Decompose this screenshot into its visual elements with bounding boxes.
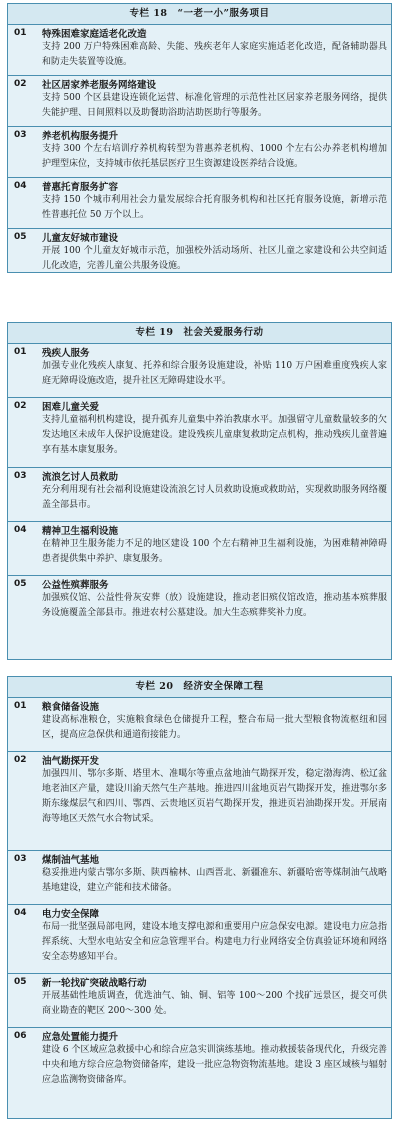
item-title: 电力安全保障 bbox=[42, 908, 100, 920]
item-description: 支持 300 个左右培训疗养机构转型为普惠养老机构、1000 个左右公办养老机构增加护理型床位，支持城市依托基层医疗卫生资源建设医养结合设施。 bbox=[42, 144, 387, 169]
list-item bbox=[8, 25, 391, 76]
item-title: 油气勘探开发 bbox=[42, 755, 100, 767]
item-title: 儿童友好城市建设 bbox=[42, 232, 119, 244]
list-item bbox=[8, 974, 391, 1028]
item-number: 03 bbox=[14, 470, 27, 481]
list-item bbox=[8, 905, 391, 974]
item-title: 困难儿童关爱 bbox=[42, 401, 100, 413]
column-box-19 bbox=[7, 322, 392, 660]
item-description: 支持儿童福利机构建设，提升孤弃儿童集中养治教康水平。加强留守儿童数量较多的欠发达地区未成年人保护设施建设。建设残疾儿童康复救助定点机构，推动残疾儿童普遍享有基本康复服务。 bbox=[42, 415, 387, 455]
item-description: 建设高标准粮仓，实施粮食绿色仓储提升工程，整合布局一批大型粮食物流枢纽和园区，提高应急保供和通道衔接能力。 bbox=[42, 715, 387, 740]
item-title: 应急处置能力提升 bbox=[42, 1031, 119, 1043]
item-title: 特殊困难家庭适老化改造 bbox=[42, 28, 147, 40]
item-number: 03 bbox=[14, 853, 27, 864]
item-number: 04 bbox=[14, 524, 27, 535]
item-number: 03 bbox=[14, 129, 27, 140]
item-number: 02 bbox=[14, 754, 27, 765]
item-number: 04 bbox=[14, 180, 27, 191]
box-title: 专栏 20 经济安全保障工程 bbox=[8, 677, 391, 698]
item-number: 05 bbox=[14, 578, 27, 589]
list-item bbox=[8, 698, 391, 752]
item-description: 加强四川、鄂尔多斯、塔里木、准噶尔等重点盆地油气勘探开发，稳定渤海湾、松辽盆地老油区产量，建设川渝天然气生产基地。推进四川盆地页岩气勘探开发，推进鄂尔多斯东缘煤层气和四川、鄂西、云贵地区页岩气勘探开发，推进页岩油勘探开发。开展南海等地区天然气水合物试采。 bbox=[42, 769, 387, 824]
item-description: 加强殡仪馆、公益性骨灰安葬（放）设施建设，推动老旧殡仪馆改造，推动基本殡葬服务设施覆盖全部县市。推进农村公墓建设。加大生态殡葬奖补力度。 bbox=[42, 593, 387, 618]
item-title: 社区居家养老服务网络建设 bbox=[42, 79, 157, 91]
item-number: 02 bbox=[14, 400, 27, 411]
item-title: 公益性殡葬服务 bbox=[42, 579, 109, 591]
item-number: 01 bbox=[14, 346, 27, 357]
list-item bbox=[8, 468, 391, 522]
item-number: 01 bbox=[14, 700, 27, 711]
item-number: 04 bbox=[14, 907, 27, 918]
item-description: 在精神卫生服务能力不足的地区建设 100 个左右精神卫生福利设施，为困难精神障碍患者提供集中养护、康复服务。 bbox=[42, 539, 387, 564]
item-description: 充分利用现有社会福利设施建设流浪乞讨人员救助设施或救助站，实现救助服务网络覆盖全部县市。 bbox=[42, 485, 387, 510]
item-title: 流浪乞讨人员救助 bbox=[42, 471, 119, 483]
item-description: 建设 6 个区域应急救援中心和综合应急实训演练基地。推动救援装备现代化，升级完善中央和地方综合应急物资储备库，建设一批应急物资物流基地。建设 3 座区域核与辐射应急监测物资储备库。 bbox=[42, 1045, 387, 1085]
list-item bbox=[8, 178, 391, 229]
item-description: 稳妥推进内蒙古鄂尔多斯、陕西榆林、山西晋北、新疆准东、新疆哈密等煤制油气战略基地建设，建立产能和技术储备。 bbox=[42, 868, 387, 893]
item-number: 02 bbox=[14, 78, 27, 89]
item-description: 布局一批坚强局部电网，建设本地支撑电源和重要用户应急保安电源。建设电力应急指挥系统、大型水电站安全和应急管理平台。构建电力行业网络安全仿真验证环境和网络安全态势感知平台。 bbox=[42, 922, 387, 962]
item-title: 养老机构服务提升 bbox=[42, 130, 119, 142]
item-title: 普惠托育服务扩容 bbox=[42, 181, 119, 193]
item-number: 01 bbox=[14, 27, 27, 38]
item-title: 精神卫生福利设施 bbox=[42, 525, 119, 537]
column-box-20 bbox=[7, 676, 392, 1119]
list-item bbox=[8, 398, 391, 468]
item-description: 开展基础性地质调查，优选油气、铀、铜、铝等 100～200 个找矿远景区，提交可供商业勘查的靶区 200～300 处。 bbox=[42, 991, 387, 1016]
item-description: 支持 200 万户特殊困难高龄、失能、残疾老年人家庭实施适老化改造，配备辅助器具和防走失装置等设施。 bbox=[42, 42, 387, 67]
item-description: 支持 500 个区县建设连锁化运营、标准化管理的示范性社区居家养老服务网络，提供失能护理、日间照料以及助餐助浴助洁助医助行等服务。 bbox=[42, 93, 387, 118]
list-item bbox=[8, 522, 391, 576]
item-title: 残疾人服务 bbox=[42, 347, 90, 359]
box-title: 专栏 18 “一老一小”服务项目 bbox=[8, 4, 391, 25]
item-description: 加强专业化残疾人康复、托养和综合服务设施建设，补贴 110 万户困难重度残疾人家庭无障碍设施改造，提升社区无障碍建设水平。 bbox=[42, 361, 387, 386]
list-item bbox=[8, 1028, 391, 1117]
list-item bbox=[8, 576, 391, 660]
list-item bbox=[8, 344, 391, 398]
item-title: 粮食储备设施 bbox=[42, 701, 100, 713]
list-item bbox=[8, 76, 391, 127]
item-number: 05 bbox=[14, 976, 27, 987]
box-title: 专栏 19 社会关爱服务行动 bbox=[8, 323, 391, 344]
list-item bbox=[8, 229, 391, 273]
column-box-18 bbox=[7, 3, 392, 273]
item-number: 06 bbox=[14, 1030, 27, 1041]
item-description: 支持 150 个城市利用社会力量发展综合托育服务机构和社区托育服务设施，新增示范性普惠托位 50 万个以上。 bbox=[42, 195, 387, 220]
item-number: 05 bbox=[14, 231, 27, 242]
list-item bbox=[8, 127, 391, 178]
item-title: 新一轮找矿突破战略行动 bbox=[42, 977, 147, 989]
item-title: 煤制油气基地 bbox=[42, 854, 100, 866]
item-description: 开展 100 个儿童友好城市示范，加强校外活动场所、社区儿童之家建设和公共空间适儿化改造，完善儿童公共服务设施。 bbox=[42, 246, 387, 271]
list-item bbox=[8, 752, 391, 851]
list-item bbox=[8, 851, 391, 905]
